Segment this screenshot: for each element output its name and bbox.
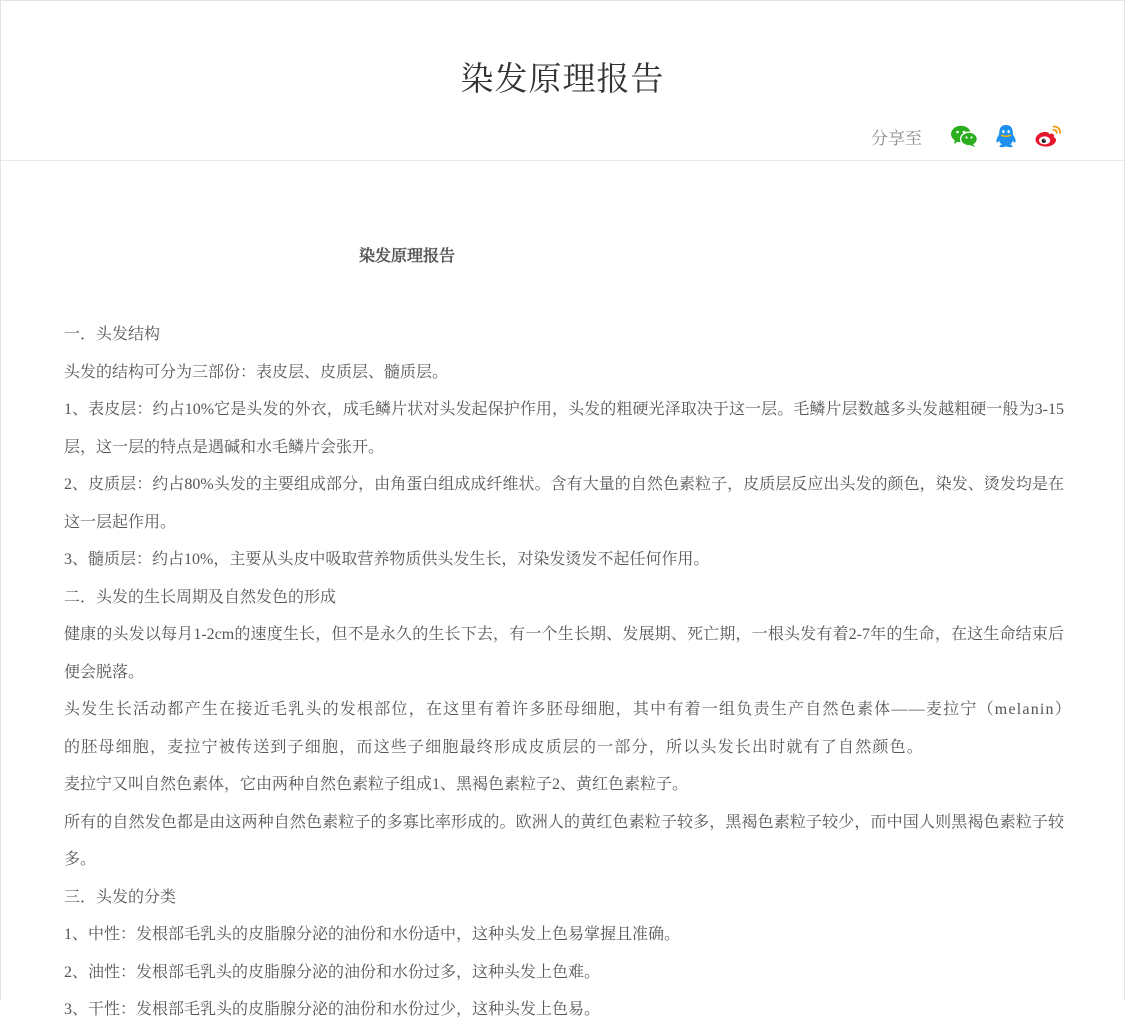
- paragraph: 健康的头发以每月1-2cm的速度生长，但不是永久的生长下去，有一个生长期、发展期、死亡期，一根头发有着2-7年的生命，在这生命结束后便会脱落。: [64, 626, 1064, 681]
- paragraph: 3、髓质层：约占10%，主要从头皮中吸取营养物质供头发生长，对染发烫发不起任何作用。: [64, 551, 710, 568]
- paragraph: 3、干性：发根部毛乳头的皮脂腺分泌的油份和水份过少，这种头发上色易。: [64, 1001, 601, 1018]
- paragraph: 1、表皮层：约占10%它是头发的外衣，成毛鳞片状对头发起保护作用，头发的粗硬光泽取决于这一层。毛鳞片层数越多头发越粗硬一般为3-15层，这一层的特点是遇碱和水毛鳞片会张开。: [64, 401, 1064, 456]
- article-content: [64, 241, 1064, 1029]
- article-title: 染发原理报告: [358, 246, 455, 265]
- paragraph: 所有的自然发色都是由这两种自然色素粒子的多寡比率形成的。欧洲人的黄红色素粒子较多，黑褐色素粒子较少，而中国人则黑褐色素粒子较多。: [64, 813, 1064, 868]
- paragraph: 2、油性：发根部毛乳头的皮脂腺分泌的油份和水份过多，这种头发上色难。: [64, 963, 601, 981]
- paragraph: 麦拉宁又叫自然色素体，它由两种自然色素粒子组成1、黑褐色素粒子2、黄红色素粒子。: [64, 776, 689, 793]
- section-heading: 一．头发结构: [64, 326, 161, 343]
- wechat-icon[interactable]: [950, 122, 978, 150]
- share-bar: [871, 121, 1062, 151]
- qq-icon[interactable]: [992, 122, 1020, 150]
- weibo-icon[interactable]: [1034, 122, 1062, 150]
- header: [1, 1, 1124, 161]
- paragraph: 1、中性：发根部毛乳头的皮脂腺分泌的油份和水份适中，这种头发上色易掌握且准确。: [64, 926, 681, 943]
- paragraph: 2、皮质层：约占80%头发的主要组成部分，由角蛋白组成成纤维状。含有大量的自然色素粒子，皮质层反应出头发的颜色，染发、烫发均是在这一层起作用。: [64, 476, 1064, 531]
- share-label: 分享至: [871, 128, 922, 149]
- paragraph: 头发的结构可分为三部份：表皮层、皮质层、髓质层。: [64, 363, 449, 381]
- paragraph: 头发生长活动都产生在接近毛乳头的发根部位，在这里有着许多胚母细胞，其中有着一组负责生产自然色素体——麦拉宁（melanin）的胚母细胞，麦拉宁被传送到子细胞，而这些子细胞最终形成皮质层的一部分，所以头发长出时就有了自然颜色。: [64, 701, 1064, 756]
- section-heading: 二．头发的生长周期及自然发色的形成: [64, 588, 337, 606]
- page-title: 染发原理报告: [460, 59, 665, 98]
- section-heading: 三．头发的分类: [64, 888, 177, 906]
